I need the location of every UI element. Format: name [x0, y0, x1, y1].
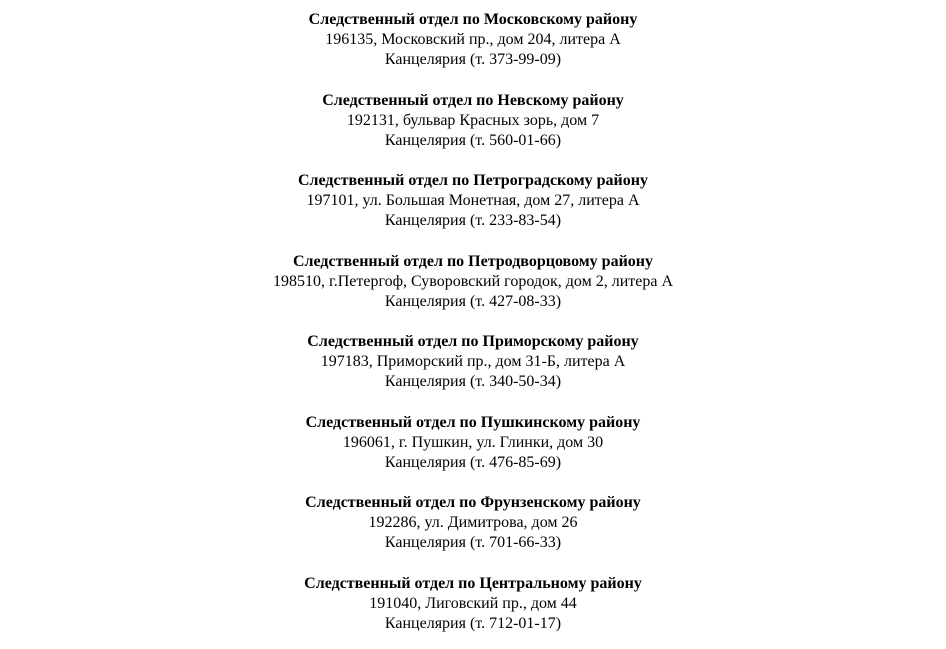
department-address: 196061, г. Пушкин, ул. Глинки, дом 30	[342, 433, 604, 451]
department-nevsky	[0, 91, 946, 151]
department-pushkinsky	[0, 413, 946, 473]
department-petrodvortsovy	[0, 252, 946, 312]
department-list	[0, 10, 946, 634]
department-title: Следственный отдел по Петроградскому району	[298, 172, 648, 189]
department-frunzensky	[0, 493, 946, 553]
department-phone: Канцелярия (т. 560-01-66)	[384, 131, 562, 149]
department-phone: Канцелярия (т. 340-50-34)	[384, 373, 562, 390]
department-phone: Канцелярия (т. 373-99-09)	[384, 51, 562, 68]
department-title: Следственный отдел по Фрунзенскому району	[305, 494, 641, 511]
department-moskovsky	[0, 10, 946, 70]
department-phone: Канцелярия (т. 233-83-54)	[384, 212, 562, 229]
department-phone: Канцелярия (т. 427-08-33)	[384, 292, 562, 310]
department-address: 192286, ул. Димитрова, дом 26	[368, 514, 578, 531]
department-title: Следственный отдел по Центральному району	[304, 574, 642, 592]
department-petrogradsky	[0, 171, 946, 231]
department-title: Следственный отдел по Петродворцовому району	[292, 252, 654, 270]
department-address: 192131, бульвар Красных зорь, дом 7	[346, 111, 600, 129]
department-title: Следственный отдел по Московскому району	[308, 11, 638, 28]
department-phone: Канцелярия (т. 701-66-33)	[384, 534, 562, 551]
department-primorsky	[0, 332, 946, 392]
department-title: Следственный отдел по Приморскому району	[307, 333, 639, 350]
department-address: 198510, г.Петергоф, Суворовский городок, дом 2, литера А	[272, 272, 674, 290]
department-address: 197183, Приморский пр., дом 31-Б, литера А	[320, 353, 626, 370]
department-phone: Канцелярия (т. 476-85-69)	[384, 453, 562, 471]
department-address: 197101, ул. Большая Монетная, дом 27, литера А	[306, 192, 640, 209]
department-title: Следственный отдел по Пушкинскому району	[305, 413, 641, 431]
department-title: Следственный отдел по Невскому району	[322, 91, 624, 109]
department-address: 196135, Московский пр., дом 204, литера А	[325, 31, 621, 48]
department-tsentralny	[0, 574, 946, 634]
department-phone: Канцелярия (т. 712-01-17)	[384, 614, 562, 632]
department-address: 191040, Лиговский пр., дом 44	[369, 594, 577, 612]
